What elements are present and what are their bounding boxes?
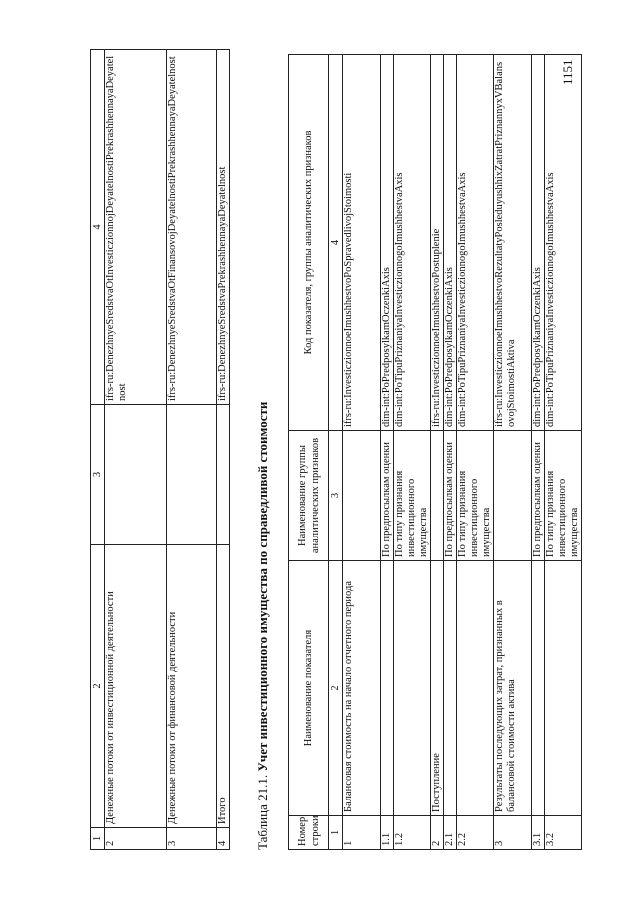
caption-prefix: Таблица 21.1.: [255, 774, 270, 850]
row-group: [167, 405, 217, 545]
table-row: [217, 50, 230, 850]
row-name: [381, 561, 394, 816]
table-row: [545, 55, 582, 850]
header-row-number: Номер строки: [289, 816, 329, 850]
row-number: 1.2: [394, 816, 431, 850]
page-number: 1151: [560, 59, 575, 85]
header-name: Наименование показателя: [289, 561, 329, 816]
table-row: [105, 50, 167, 850]
table-row: [167, 50, 217, 850]
row-number: 3: [167, 828, 217, 850]
table-row: [343, 55, 381, 850]
row-number: 1: [343, 816, 381, 850]
row-code: dim-int:PoPredposylkamOczenkiAxis: [532, 55, 545, 431]
row-group: По типу признания инвестиционного имущества: [545, 431, 582, 561]
row-number: 3.2: [545, 816, 582, 850]
row-number: 3.1: [532, 816, 545, 850]
row-name: [545, 561, 582, 816]
row-number: 1.1: [381, 816, 394, 850]
row-group: По предпосылкам оценки: [532, 431, 545, 561]
row-group: По предпосылкам оценки: [444, 431, 457, 561]
table-row: [444, 55, 457, 850]
row-number: 3: [494, 816, 532, 850]
header-group: Наименование группы аналитических признаков: [289, 431, 329, 561]
row-name: Денежные потоки от инвестиционной деятельности: [105, 545, 167, 828]
table-caption: [255, 402, 271, 850]
row-name: Денежные потоки от финансовой деятельности: [167, 545, 217, 828]
table-fair-value: [288, 54, 582, 850]
table-continued: [90, 49, 230, 850]
row-group: [105, 405, 167, 545]
row-name: [457, 561, 494, 816]
col-number: 4: [91, 50, 105, 405]
row-number: 2: [431, 816, 444, 850]
row-code: ifrs-ru:InvesticzionnoeImushhestvoPoSpravedlivojStoimosti: [343, 55, 381, 431]
row-code: ifrs-ru:InvesticzionnoeImushhestvoPostuplenie: [431, 55, 444, 431]
table-row: [431, 55, 444, 850]
col-number: 3: [91, 405, 105, 545]
row-name: Поступление: [431, 561, 444, 816]
row-number: 2.1: [444, 816, 457, 850]
row-code: ifrs-ru:DenezhnyeSredstvaPrekrashhennayaDeyatelnost: [217, 50, 230, 405]
row-number: 2: [105, 828, 167, 850]
col-number: 1: [91, 828, 105, 850]
row-group: [217, 405, 230, 545]
header-code: Код показателя, группы аналитических признаков: [289, 55, 329, 431]
row-group: [494, 431, 532, 561]
row-group: [343, 431, 381, 561]
caption-title: Учет инвестиционного имущества по справедливой стоимости: [255, 401, 270, 772]
table-row: [532, 55, 545, 850]
table-row: [394, 55, 431, 850]
row-group: По типу признания инвестиционного имущества: [457, 431, 494, 561]
col-number: 4: [329, 55, 343, 431]
row-code: ifrs-ru:DenezhnyeSredstvaOtInvesticzionnojDeyatelnostiPrekrashhennayaDeyatelnost: [105, 50, 167, 405]
row-group: По предпосылкам оценки: [381, 431, 394, 561]
col-number: 2: [91, 545, 105, 828]
row-code: ifrs-ru:DenezhnyeSredstvaOtFinansovojDeyatelnostiPrekrashhennayaDeyatelnost: [167, 50, 217, 405]
row-code: dim-int:PoPredposylkamOczenkiAxis: [381, 55, 394, 431]
row-name: Результаты последующих затрат, признанных в балансовой стоимости актива: [494, 561, 532, 816]
row-code: dim-int:PoPredposylkamOczenkiAxis: [444, 55, 457, 431]
row-number: 2.2: [457, 816, 494, 850]
row-number: 4: [217, 828, 230, 850]
row-code: dim-int:PoTipuPriznaniyaInvesticzionnogoImushhestvaAxis: [394, 55, 431, 431]
table-row: [381, 55, 394, 850]
col-number: 2: [329, 561, 343, 816]
table-row: [494, 55, 532, 850]
row-name: [532, 561, 545, 816]
row-name: [394, 561, 431, 816]
row-name: Балансовая стоимость на начало отчетного периода: [343, 561, 381, 816]
row-code: dim-int:PoTipuPriznaniyaInvesticzionnogoImushhestvaAxis: [457, 55, 494, 431]
row-group: По типу признания инвестиционного имущества: [394, 431, 431, 561]
row-group: [431, 431, 444, 561]
table-row: [457, 55, 494, 850]
row-code: dim-int:PoTipuPriznaniyaInvesticzionnogoImushhestvaAxis: [545, 55, 582, 431]
row-code: ifrs-ru:InvesticzionnoeImushhestvoRezultatyPosleduyushhixZatratPriznannyxVBalansovojStoimostiAktiva: [494, 55, 532, 431]
row-name: Итого: [217, 545, 230, 828]
row-name: [444, 561, 457, 816]
col-number: 1: [329, 816, 343, 850]
col-number: 3: [329, 431, 343, 561]
